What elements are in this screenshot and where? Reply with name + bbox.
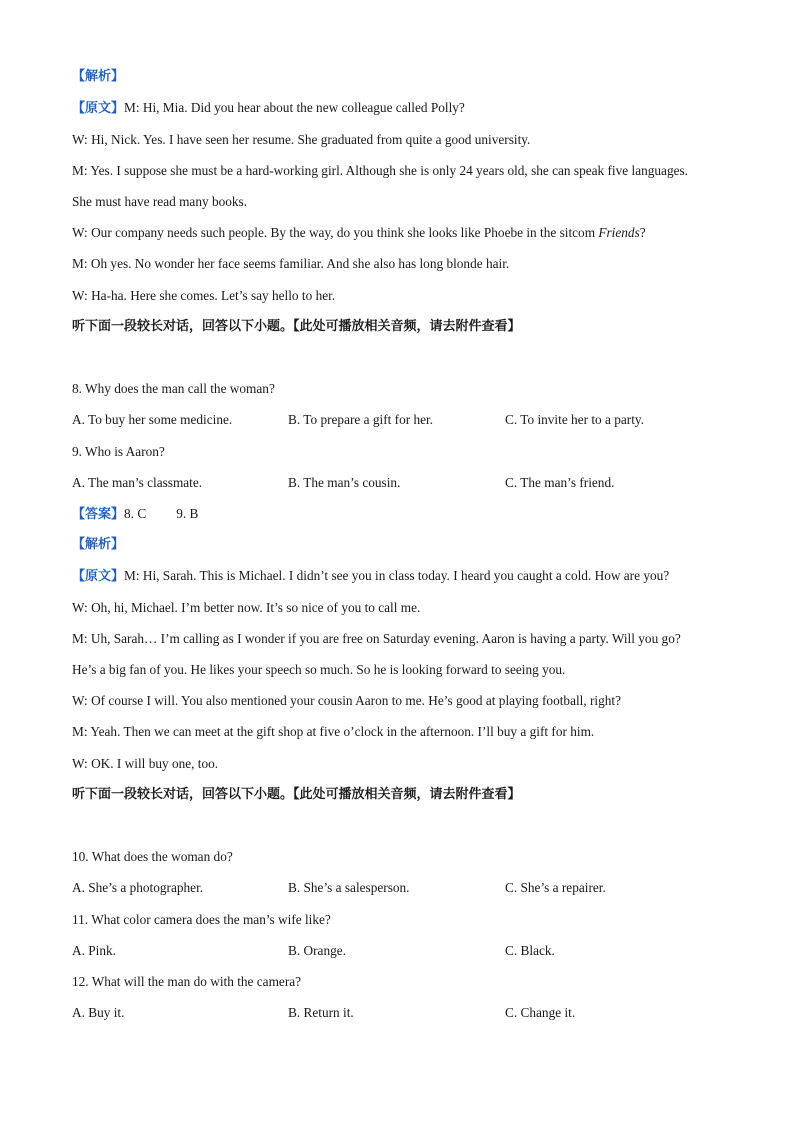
question-10: 10. What does the woman do? [72,849,233,864]
listening-instruction-1: 听下面一段较长对话，回答以下小题。【此处可播放相关音频，请去附件查看】 [72,319,521,334]
transcript-line: He’s a big fan of you. He likes your speech so much. So he is looking forward to seeing you. [72,662,566,677]
transcript-line [72,567,734,586]
transcript-line: M: Yeah. Then we can meet at the gift shop at five o’clock in the afternoon. I’ll buy a gift for him. [72,724,595,739]
transcript-line: W: Of course I will. You also mentioned your cousin Aaron to me. He’s good at playing football, right? [72,693,622,708]
answer-line [72,505,734,524]
question-9: 9. Who is Aaron? [72,444,165,459]
option-c: C. Change it. [505,1005,576,1020]
analysis-heading-2: 【解析】 [72,537,125,552]
analysis-heading-1: 【解析】 [72,69,125,84]
transcript-line [72,224,734,242]
option-b: B. The man’s cousin. [288,475,401,490]
transcript-line: W: Hi, Nick. Yes. I have seen her resume. She graduated from quite a good university. [72,132,531,147]
option-a: A. Buy it. [72,1005,125,1020]
question-11: 11. What color camera does the man’s wife like? [72,912,331,927]
answer-tag: 【答案】 [72,507,125,522]
transcript-line: W: Ha-ha. Here she comes. Let’s say hello to her. [72,288,336,303]
option-c: C. The man’s friend. [505,475,615,490]
transcript-line: M: Yes. I suppose she must be a hard-working girl. Although she is only 24 years old, she can speak five languages. [72,163,688,178]
option-b: B. To prepare a gift for her. [288,412,434,427]
transcript-text: M: Hi, Mia. Did you hear about the new colleague called Polly? [124,100,465,115]
transcript-line: W: OK. I will buy one, too. [72,756,219,771]
option-b: B. Orange. [288,943,346,958]
transcript-line: She must have read many books. [72,194,248,209]
option-c: C. Black. [505,943,555,958]
option-a: A. To buy her some medicine. [72,412,233,427]
answer-8: 8. C [124,506,147,521]
transcript-text: M: Hi, Sarah. This is Michael. I didn’t see you in class today. I heard you caught a cold. How are you? [124,568,670,583]
transcript-text: W: Our company needs such people. By the way, do you think she looks like Phoebe in the sitcom [72,225,599,240]
transcript-tag: 【原文】 [72,101,125,116]
option-a: A. She’s a photographer. [72,880,204,895]
option-b: B. Return it. [288,1005,354,1020]
question-12: 12. What will the man do with the camera? [72,974,302,989]
transcript-line: W: Oh, hi, Michael. I’m better now. It’s so nice of you to call me. [72,600,421,615]
transcript-line: M: Uh, Sarah… I’m calling as I wonder if you are free on Saturday evening. Aaron is having a party. Will you go? [72,631,681,646]
question-8: 8. Why does the man call the woman? [72,381,275,396]
transcript-punct: ? [639,225,646,240]
option-a: A. Pink. [72,943,116,958]
transcript-line: M: Oh yes. No wonder her face seems familiar. And she also has long blonde hair. [72,256,510,271]
transcript-tag: 【原文】 [72,569,125,584]
option-c: C. To invite her to a party. [505,412,645,427]
answer-9: 9. B [176,506,199,521]
option-c: C. She’s a repairer. [505,880,606,895]
sitcom-title: Friends [598,225,640,240]
listening-instruction-2: 听下面一段较长对话，回答以下小题。【此处可播放相关音频，请去附件查看】 [72,787,521,802]
option-b: B. She’s a salesperson. [288,880,410,895]
transcript-line [72,99,734,118]
option-a: A. The man’s classmate. [72,475,203,490]
